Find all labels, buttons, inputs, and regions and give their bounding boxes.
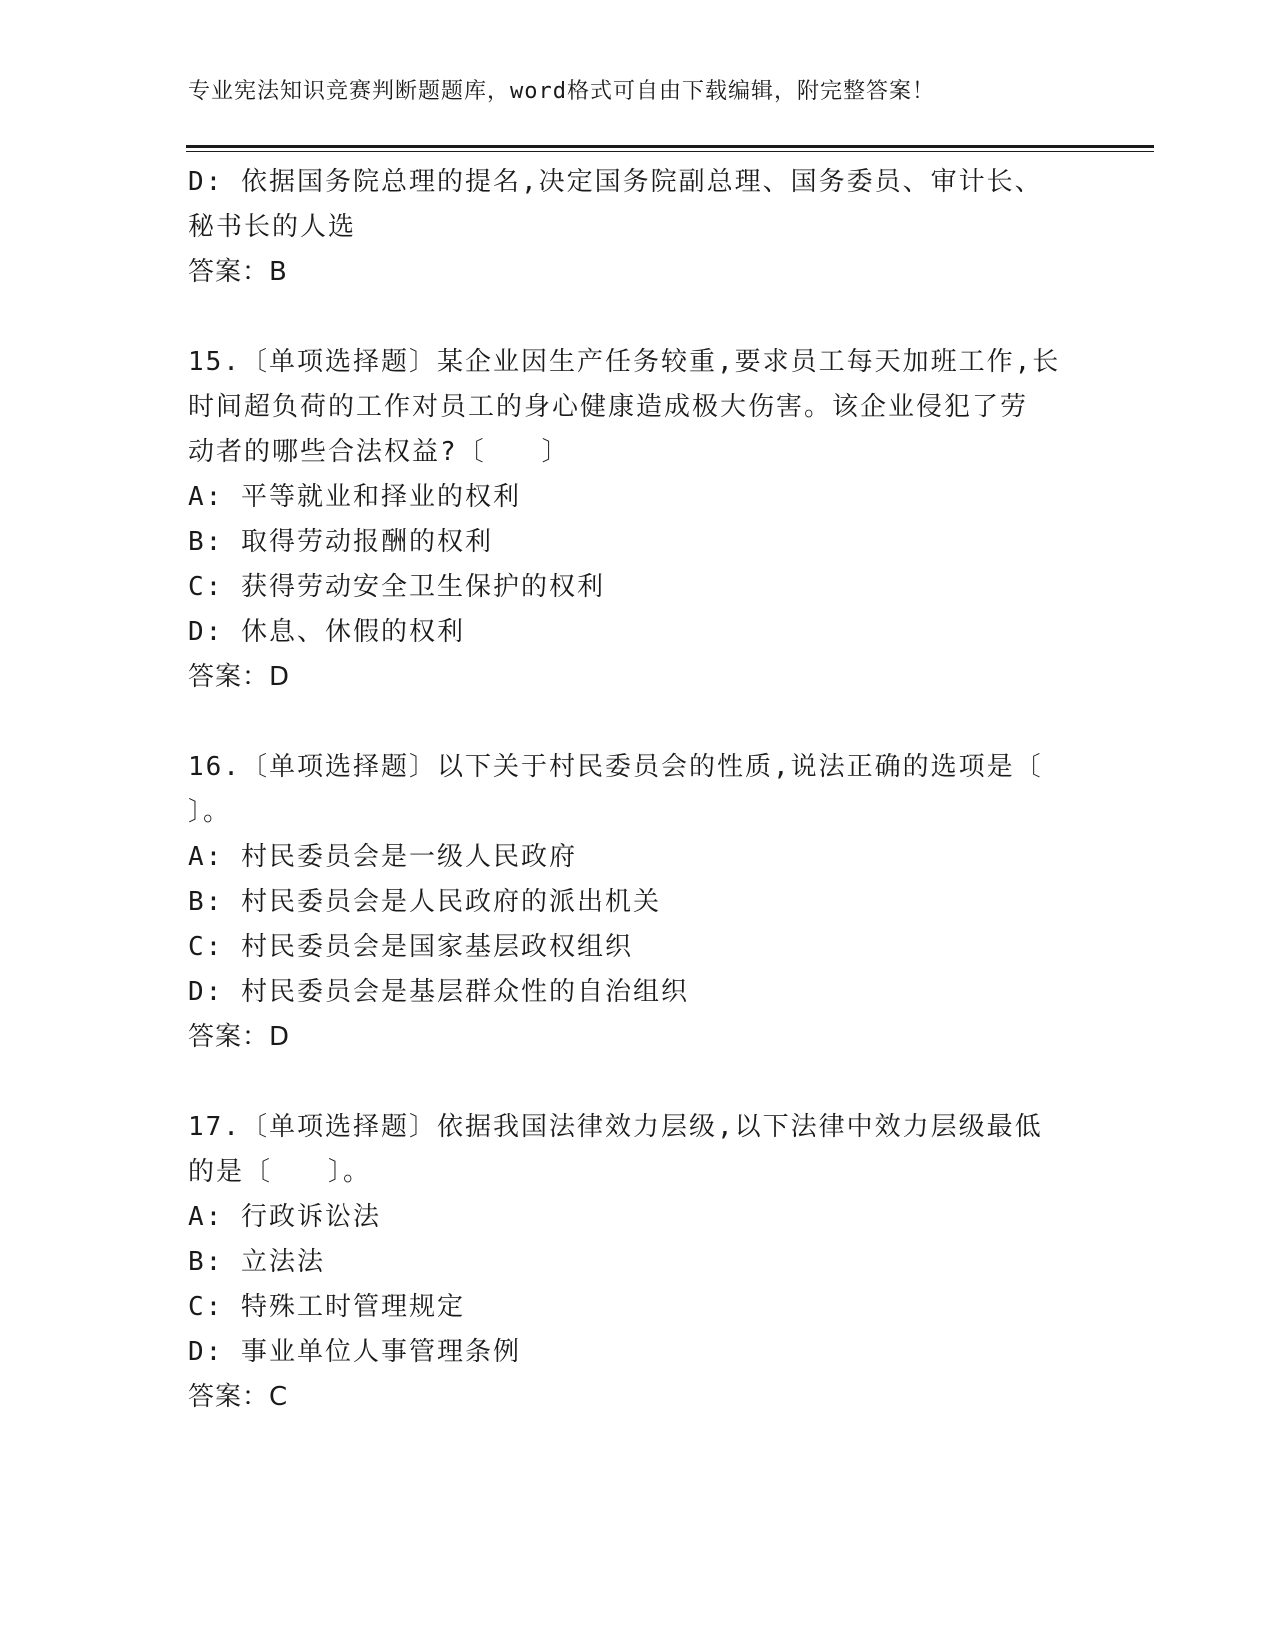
option-d: D: 事业单位人事管理条例 [188,1337,521,1367]
option-a: A: 村民委员会是一级人民政府 [188,842,577,872]
option-c: C: 获得劳动安全卫生保护的权利 [188,572,605,602]
option-c: C: 村民委员会是国家基层政权组织 [188,932,633,962]
header-divider-thin [186,151,1154,152]
question-stem: 的是〔 〕。 [188,1157,372,1187]
option-b: B: 村民委员会是人民政府的派出机关 [188,887,661,917]
answer-line: 答案：B [188,257,288,287]
question-stem: 〕。 [188,797,232,827]
question-15 [188,340,1068,700]
option-c: C: 特殊工时管理规定 [188,1292,465,1322]
option-a: A: 平等就业和择业的权利 [188,482,521,512]
question-17 [188,1105,1068,1420]
question-stem: 时间超负荷的工作对员工的身心健康造成极大伤害。该企业侵犯了劳 [188,392,1029,422]
option-d-continued: 秘书长的人选 [188,212,357,242]
header-divider-thick [186,145,1154,148]
question-16 [188,745,1068,1060]
spacer [188,700,1068,745]
option-b: B: 立法法 [188,1247,325,1277]
question-stem: 15.〔单项选择题〕某企业因生产任务较重,要求员工每天加班工作,长 [188,347,1061,377]
question-stem: 16.〔单项选择题〕以下关于村民委员会的性质,说法正确的选项是〔 [188,752,1043,782]
question-stem: 动者的哪些合法权益?〔 〕 [188,437,570,467]
option-d: D: 休息、休假的权利 [188,617,465,647]
option-d: D: 依据国务院总理的提名,决定国务院副总理、国务委员、审计长、 [188,167,1043,197]
option-b: B: 取得劳动报酬的权利 [188,527,493,557]
option-d: D: 村民委员会是基层群众性的自治组织 [188,977,689,1007]
spacer [188,295,1068,340]
question-stem: 17.〔单项选择题〕依据我国法律效力层级,以下法律中效力层级最低 [188,1112,1043,1142]
answer-line: 答案：D [188,1022,291,1052]
option-a: A: 行政诉讼法 [188,1202,381,1232]
page-header: 专业宪法知识竞赛判断题题库，word格式可自由下载编辑，附完整答案！ [188,79,935,104]
spacer [188,1060,1068,1105]
answer-line: 答案：D [188,662,291,692]
previous-question-continuation [188,160,1068,295]
question-content [188,160,1068,1420]
answer-line: 答案：C [188,1382,289,1412]
